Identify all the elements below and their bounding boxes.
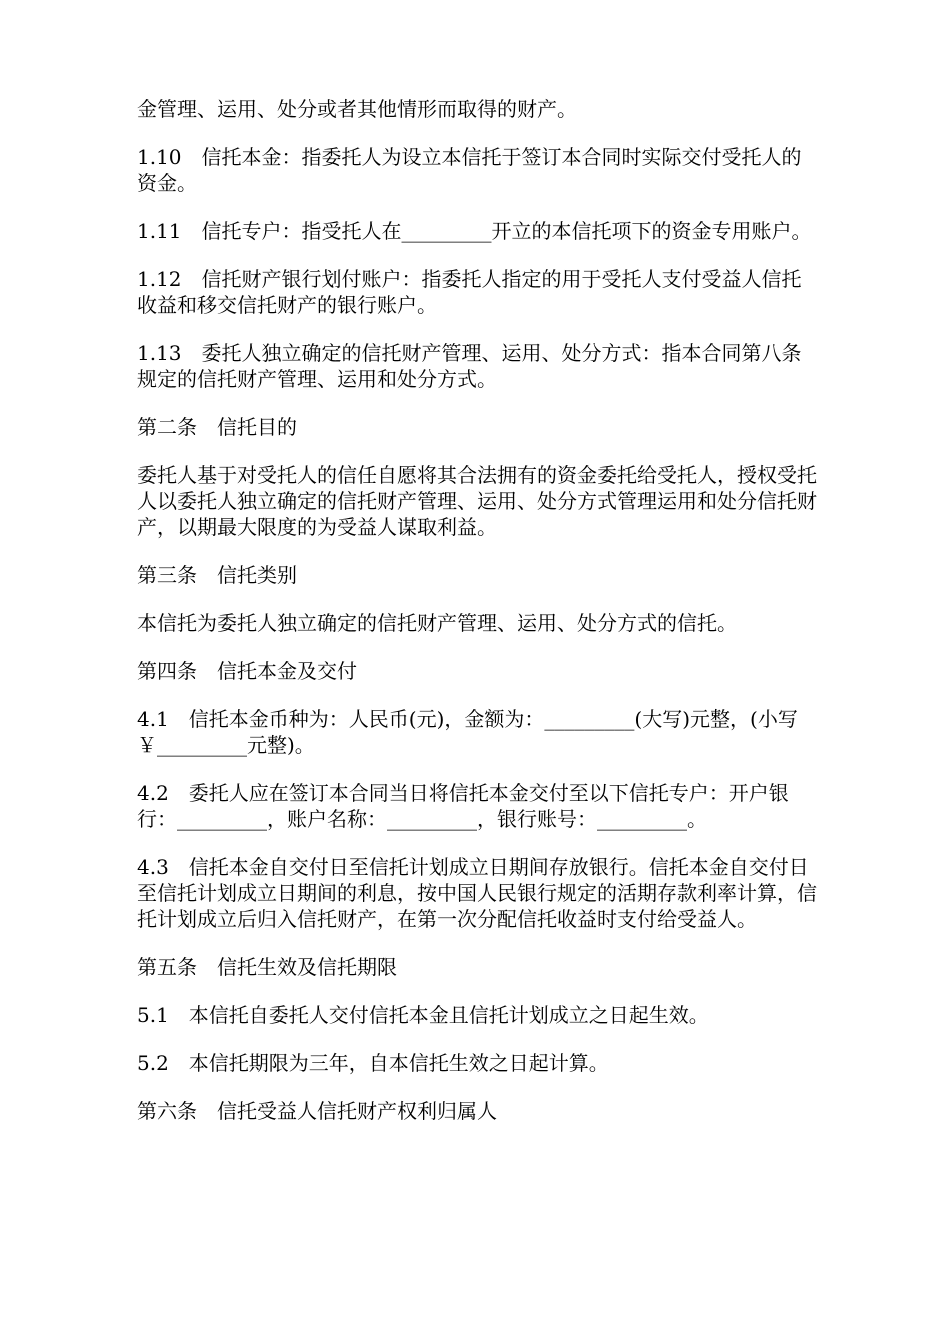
article-3-body: 本信托为委托人独立确定的信托财产管理、运用、处分方式的信托。 bbox=[137, 611, 737, 635]
document-page bbox=[137, 96, 817, 1146]
clause-5-2-term: 5.2 本信托期限为三年，自本信托生效之日起计算。 bbox=[137, 1051, 609, 1075]
clause-4-1-currency-amount: 4.1 信托本金币种为：人民币(元)，金额为：_________(大写)元整，(小写￥_________元整)。 bbox=[137, 707, 798, 757]
article-6-heading: 第六条 信托受益人信托财产权利归属人 bbox=[137, 1099, 497, 1123]
article-5-heading: 第五条 信托生效及信托期限 bbox=[137, 955, 397, 979]
article-3-heading: 第三条 信托类别 bbox=[137, 563, 297, 587]
clause-1-10-trust-principal: 1.10 信托本金：指委托人为设立本信托于签订本合同时实际交付受托人的资金。 bbox=[137, 145, 802, 195]
article-2-body: 委托人基于对受托人的信任自愿将其合法拥有的资金委托给受托人，授权受托人以委托人独立确定的信托财产管理、运用、处分方式管理运用和处分信托财产，以期最大限度的为受益人谋取利益。 bbox=[137, 463, 817, 539]
paragraph-trust-property-continued: 金管理、运用、处分或者其他情形而取得的财产。 bbox=[137, 97, 577, 121]
clause-1-12-bank-payment-account: 1.12 信托财产银行划付账户：指委托人指定的用于受托人支付受益人信托收益和移交信托财产的银行账户。 bbox=[137, 267, 802, 317]
clause-4-2-delivery-account: 4.2 委托人应在签订本合同当日将信托本金交付至以下信托专户：开户银行：_________，账户名称：_________，银行账号：_________。 bbox=[137, 781, 789, 831]
clause-1-13-management-method: 1.13 委托人独立确定的信托财产管理、运用、处分方式：指本合同第八条规定的信托财产管理、运用和处分方式。 bbox=[137, 341, 802, 391]
clause-1-11-trust-account: 1.11 信托专户：指受托人在_________开立的本信托项下的资金专用账户。 bbox=[137, 219, 812, 243]
article-2-heading: 第二条 信托目的 bbox=[137, 415, 297, 439]
article-4-heading: 第四条 信托本金及交付 bbox=[137, 659, 357, 683]
clause-4-3-interest: 4.3 信托本金自交付日至信托计划成立日期间存放银行。信托本金自交付日至信托计划成立日期间的利息，按中国人民银行规定的活期存款利率计算，信托计划成立后归入信托财产，在第一次分配信托收益时支付给受益人。 bbox=[137, 855, 817, 931]
clause-5-1-effective: 5.1 本信托自委托人交付信托本金且信托计划成立之日起生效。 bbox=[137, 1003, 709, 1027]
